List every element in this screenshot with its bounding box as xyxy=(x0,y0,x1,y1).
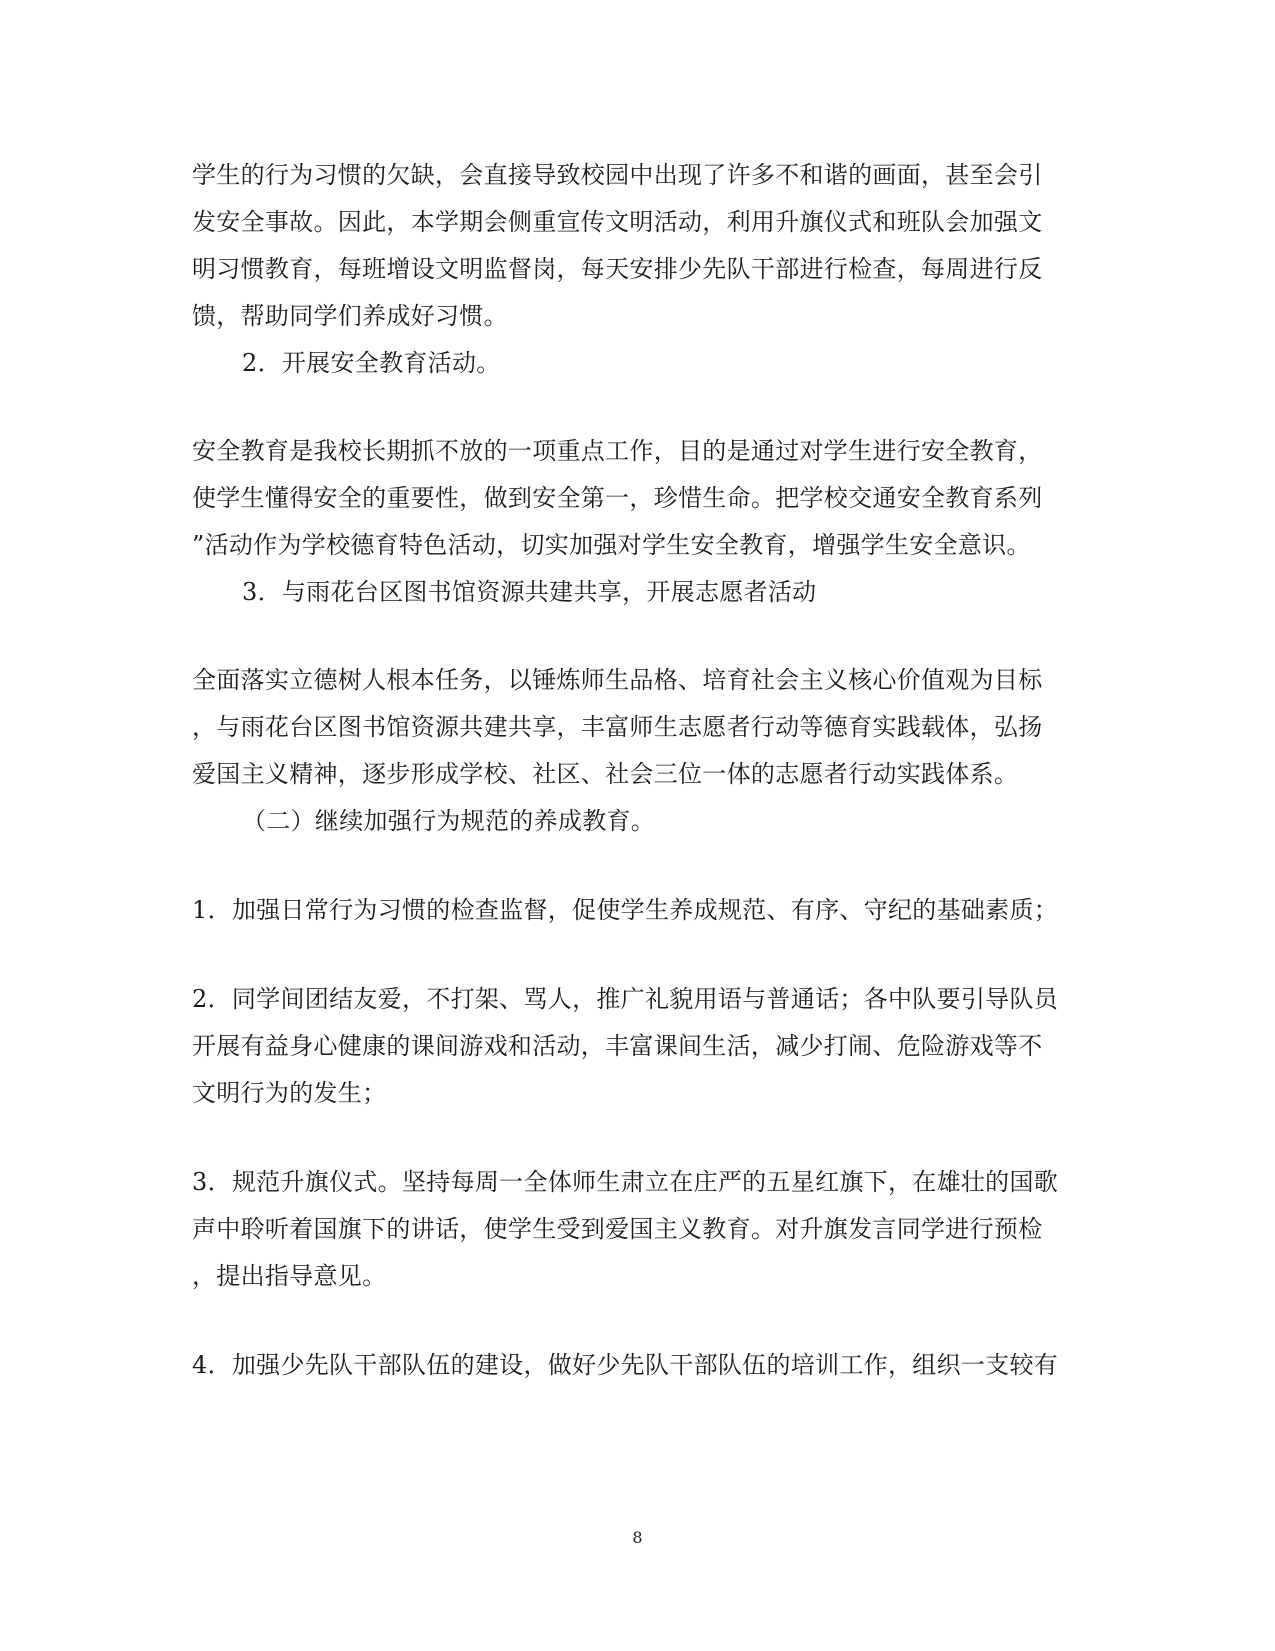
text-line: ”活动作为学校德育特色活动，切实加强对学生安全教育，增强学生安全意识。 xyxy=(192,531,1031,559)
list-item: 4．加强少先队干部队伍的建设，做好少先队干部队伍的培训工作，组织一支较有 xyxy=(192,1351,1059,1379)
list-item: 3．规范升旗仪式。坚持每周一全体师生肃立在庄严的五星红旗下，在雄壮的国歌 xyxy=(192,1168,1059,1196)
list-item: 1．加强日常行为习惯的检查监督，促使学生养成规范、有序、守纪的基础素质； xyxy=(192,896,1059,924)
text-line: ，提出指导意见。 xyxy=(192,1262,387,1290)
text-line: 明习惯教育，每班增设文明监督岗，每天安排少先队干部进行检查，每周进行反 xyxy=(192,255,1043,283)
page-number: 8 xyxy=(632,1528,643,1547)
text-line: 馈，帮助同学们养成好习惯。 xyxy=(192,302,508,330)
text-line: 文明行为的发生； xyxy=(192,1079,387,1107)
section-heading: （二）继续加强行为规范的养成教育。 xyxy=(242,807,656,835)
text-line: 发安全事故。因此，本学期会侧重宣传文明活动，利用升旗仪式和班队会加强文 xyxy=(192,208,1043,236)
section-heading: 3．与雨花台区图书馆资源共建共享，开展志愿者活动 xyxy=(242,578,817,606)
text-line: 安全教育是我校长期抓不放的一项重点工作，目的是通过对学生进行安全教育， xyxy=(192,437,1043,465)
list-item: 2．同学间团结友爱，不打架、骂人，推广礼貌用语与普通话；各中队要引导队员 xyxy=(192,985,1059,1013)
text-line: 开展有益身心健康的课间游戏和活动，丰富课间生活，减少打闹、危险游戏等不 xyxy=(192,1032,1043,1060)
text-line: ，与雨花台区图书馆资源共建共享，丰富师生志愿者行动等德育实践载体，弘扬 xyxy=(192,713,1043,741)
text-line: 学生的行为习惯的欠缺，会直接导致校园中出现了许多不和谐的画面，甚至会引 xyxy=(192,161,1043,189)
text-line: 全面落实立德树人根本任务，以锤炼师生品格、培育社会主义核心价值观为目标 xyxy=(192,666,1043,694)
text-line: 使学生懂得安全的重要性，做到安全第一，珍惜生命。把学校交通安全教育系列 xyxy=(192,484,1043,512)
text-line: 爱国主义精神，逐步形成学校、社区、社会三位一体的志愿者行动实践体系。 xyxy=(192,760,1019,788)
section-heading: 2．开展安全教育活动。 xyxy=(242,349,501,377)
text-line: 声中聆听着国旗下的讲话，使学生受到爱国主义教育。对升旗发言同学进行预检 xyxy=(192,1215,1043,1243)
